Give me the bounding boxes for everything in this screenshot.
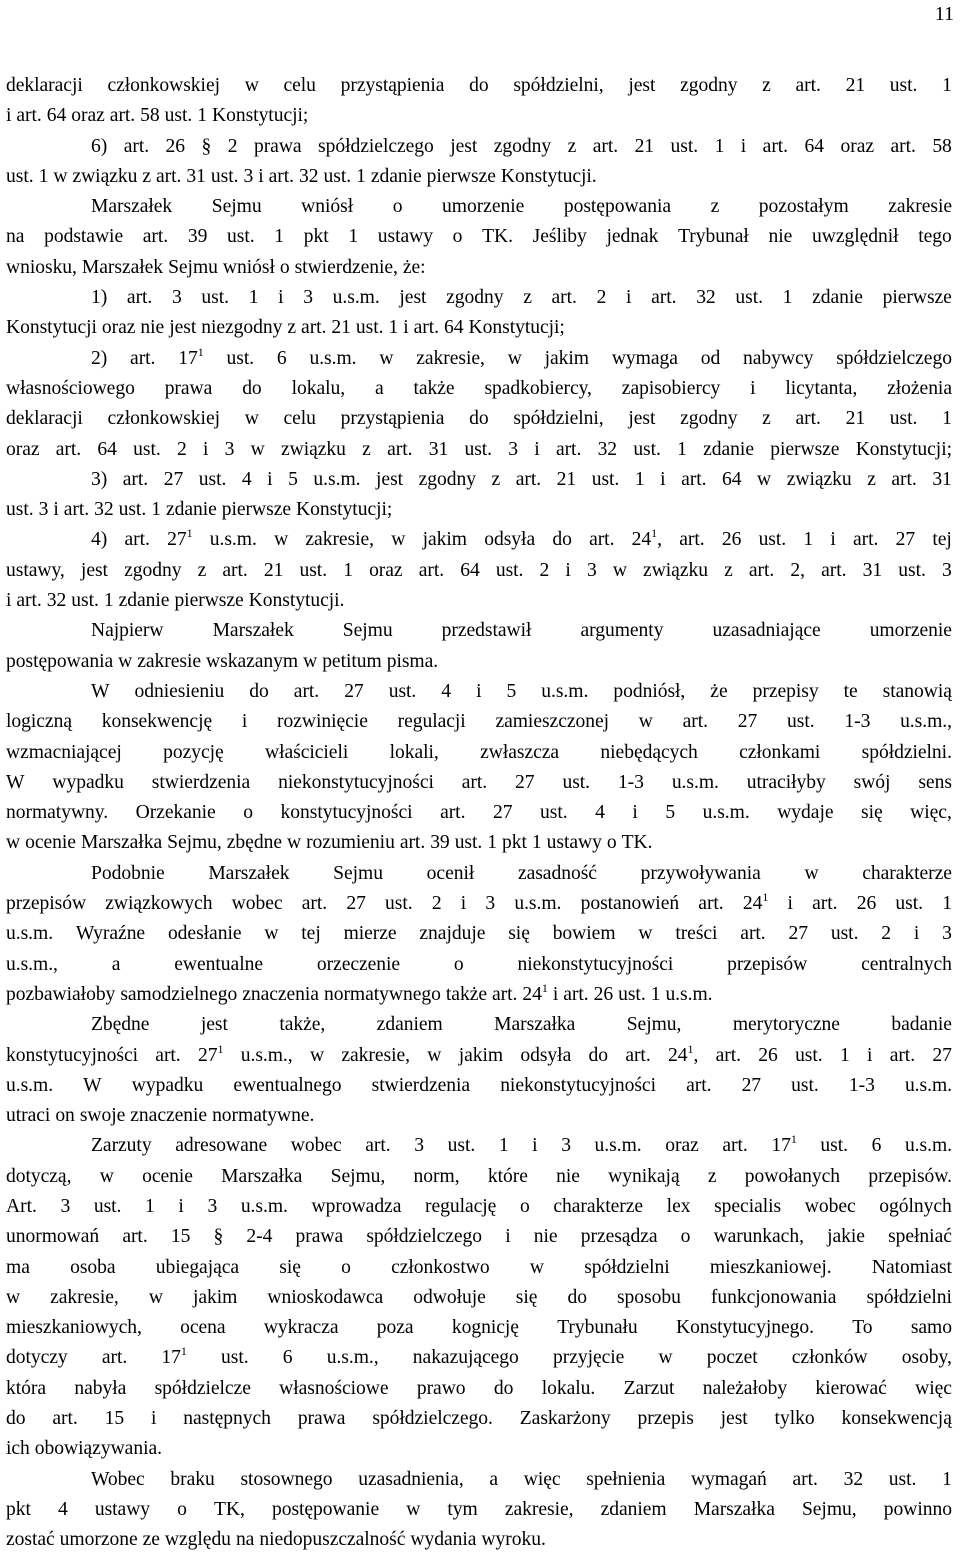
text-line: logiczną konsekwencję i rozwinięcie regulacji zamieszczonej w art. 27 ust. 1-3 u.s.m., bbox=[6, 711, 952, 733]
text-line: dotyczą, w ocenie Marszałka Sejmu, norm, które nie wynikają z powołanych przepisów. bbox=[6, 1165, 952, 1187]
text-line: Podobnie Marszałek Sejmu ocenił zasadność przywoływania w charakterze bbox=[91, 862, 952, 884]
text-line: postępowania w zakresie wskazanym w petitum pisma. bbox=[6, 650, 439, 672]
text-line: oraz art. 64 ust. 2 i 3 w związku z art. 31 ust. 3 i art. 32 ust. 1 zdanie pierwsze Konstytucji; bbox=[6, 438, 952, 460]
text-line: u.s.m. W wypadku ewentualnego stwierdzenia niekonstytucyjności art. 27 ust. 1-3 u.s.m. bbox=[6, 1074, 952, 1096]
text-line: na podstawie art. 39 ust. 1 pkt 1 ustawy o TK. Jeśliby jednak Trybunał nie uwzględnił tego bbox=[6, 226, 952, 248]
text-line: deklaracji członkowskiej w celu przystąpienia do spółdzielni, jest zgodny z art. 21 ust. 1 bbox=[6, 75, 952, 96]
text-line: dotyczy art. $17^1$ ust. 6 u.s.m., nakazującego przyjęcie w poczet członków osoby, bbox=[6, 1344, 952, 1369]
text-line: Marszałek Sejmu wniósł o umorzenie postępowania z pozostałym zakresie bbox=[91, 196, 952, 218]
text-line: ma osoba ubiegająca się o członkostwo w spółdzielni mieszkaniowej. Natomiast bbox=[6, 1256, 952, 1278]
text-line: w ocenie Marszałka Sejmu, zbędne w rozumieniu art. 39 ust. 1 pkt 1 ustawy o TK. bbox=[6, 832, 653, 854]
text-line: wzmacniającej pozycję właścicieli lokali, zwłaszcza niebędących członkami spółdzielni. bbox=[6, 741, 952, 763]
text-line: ust. 1 w związku z art. 31 ust. 3 i art. 32 ust. 1 zdanie pierwsze Konstytucji. bbox=[6, 165, 597, 187]
text-line: utraci on swoje znaczenie normatywne. bbox=[6, 1105, 315, 1127]
text-line: ust. 3 i art. 32 ust. 1 zdanie pierwsze Konstytucji; bbox=[6, 499, 393, 521]
text-line: do art. 15 i następnych prawa spółdzielczego. Zaskarżony przepis jest tylko konsekwencją bbox=[6, 1408, 952, 1430]
text-line: 3) art. 27 ust. 4 i 5 u.s.m. jest zgodny z art. 21 ust. 1 i art. 64 w związku z art. 31 bbox=[91, 468, 952, 490]
text-line: w zakresie, w jakim wnioskodawca odwołuje się do sposobu funkcjonowania spółdzielni bbox=[6, 1286, 952, 1308]
text-line: konstytucyjności art. $27^1$ u.s.m., w zakresie, w jakim odsyła do art. $24^1$, art. 26 ust. 1 i art. 27 bbox=[6, 1041, 952, 1066]
text-line: W wypadku stwierdzenia niekonstytucyjności art. 27 ust. 1-3 u.s.m. utraciłyby swój sens bbox=[6, 771, 952, 793]
text-line: i art. 32 ust. 1 zdanie pierwsze Konstytucji. bbox=[6, 590, 345, 612]
text-line: 4) art. $27^1$ u.s.m. w zakresie, w jakim odsyła do art. $24^1$, art. 26 ust. 1 i art. 27 tej bbox=[91, 526, 952, 551]
text-line: W odniesieniu do art. 27 ust. 4 i 5 u.s.m. podniósł, że przepisy te stanowią bbox=[91, 680, 952, 702]
text-line: Art. 3 ust. 1 i 3 u.s.m. wprowadza regulację o charakterze lex specialis wobec ogólnych bbox=[6, 1195, 952, 1217]
text-line: własnościowego prawa do lokalu, a także spadkobiercy, zapisobiercy i licytanta, złożenia bbox=[6, 377, 952, 399]
text-line: u.s.m. Wyraźne odesłanie w tej mierze znajduje się bowiem w treści art. 27 ust. 2 i 3 bbox=[6, 923, 952, 945]
text-line: 1) art. 3 ust. 1 i 3 u.s.m. jest zgodny z art. 2 i art. 32 ust. 1 zdanie pierwsze bbox=[91, 287, 952, 309]
text-line: Konstytucji oraz nie jest niezgodny z art. 21 ust. 1 i art. 64 Konstytucji; bbox=[6, 317, 565, 339]
text-line: mieszkaniowych, ocena wykracza poza kognicję Trybunału Konstytucyjnego. To samo bbox=[6, 1317, 952, 1339]
text-line: która nabyła spółdzielcze własnościowe prawo do lokalu. Zarzut należałoby kierować więc bbox=[6, 1377, 952, 1399]
text-line: deklaracji członkowskiej w celu przystąpienia do spółdzielni, jest zgodny z art. 21 ust. 1 bbox=[6, 408, 952, 430]
text-line: ich obowiązywania. bbox=[6, 1438, 162, 1460]
text-line: 2) art. $17^1$ ust. 6 u.s.m. w zakresie, w jakim wymaga od nabywcy spółdzielczego bbox=[91, 344, 952, 369]
page-number: 11 bbox=[934, 3, 954, 25]
text-line: przepisów związkowych wobec art. 27 ust. 2 i 3 u.s.m. postanowień art. $24^1$ i art. 26 ust. 1 bbox=[6, 890, 952, 915]
text-line: wniosku, Marszałek Sejmu wniósł o stwierdzenie, że: bbox=[6, 256, 426, 278]
text-line: Zbędne jest także, zdaniem Marszałka Sejmu, merytoryczne badanie bbox=[91, 1014, 952, 1036]
text-line: Najpierw Marszałek Sejmu przedstawił argumenty uzasadniające umorzenie bbox=[91, 620, 952, 642]
text-line: Zarzuty adresowane wobec art. 3 ust. 1 i 3 u.s.m. oraz art. $17^1$ ust. 6 u.s.m. bbox=[91, 1132, 952, 1157]
text-line: Wobec braku stosownego uzasadnienia, a więc spełnienia wymagań art. 32 ust. 1 bbox=[91, 1468, 952, 1490]
document-body bbox=[6, 71, 952, 1556]
text-line: normatywny. Orzekanie o konstytucyjności art. 27 ust. 4 i 5 u.s.m. wydaje się więc, bbox=[6, 802, 952, 824]
text-line: u.s.m., a ewentualne orzeczenie o niekonstytucyjności przepisów centralnych bbox=[6, 953, 952, 975]
text-line: i art. 64 oraz art. 58 ust. 1 Konstytucji; bbox=[6, 105, 309, 127]
text-line: 6) art. 26 § 2 prawa spółdzielczego jest zgodny z art. 21 ust. 1 i art. 64 oraz art. 58 bbox=[91, 135, 952, 157]
text-line: pozbawiałoby samodzielnego znaczenia normatywnego także art. $24^1$ i art. 26 ust. 1 u.s.m. bbox=[6, 980, 713, 1005]
text-line: zostać umorzone ze względu na niedopuszczalność wydania wyroku. bbox=[6, 1529, 546, 1551]
text-line: ustawy, jest zgodny z art. 21 ust. 1 oraz art. 64 ust. 2 i 3 w związku z art. 2, art. 31 ust. 3 bbox=[6, 559, 952, 581]
text-line: pkt 4 ustawy o TK, postępowanie w tym zakresie, zdaniem Marszałka Sejmu, powinno bbox=[6, 1498, 952, 1520]
text-line: unormowań art. 15 § 2-4 prawa spółdzielczego i nie przesądza o warunkach, jakie spełniać bbox=[6, 1226, 952, 1248]
